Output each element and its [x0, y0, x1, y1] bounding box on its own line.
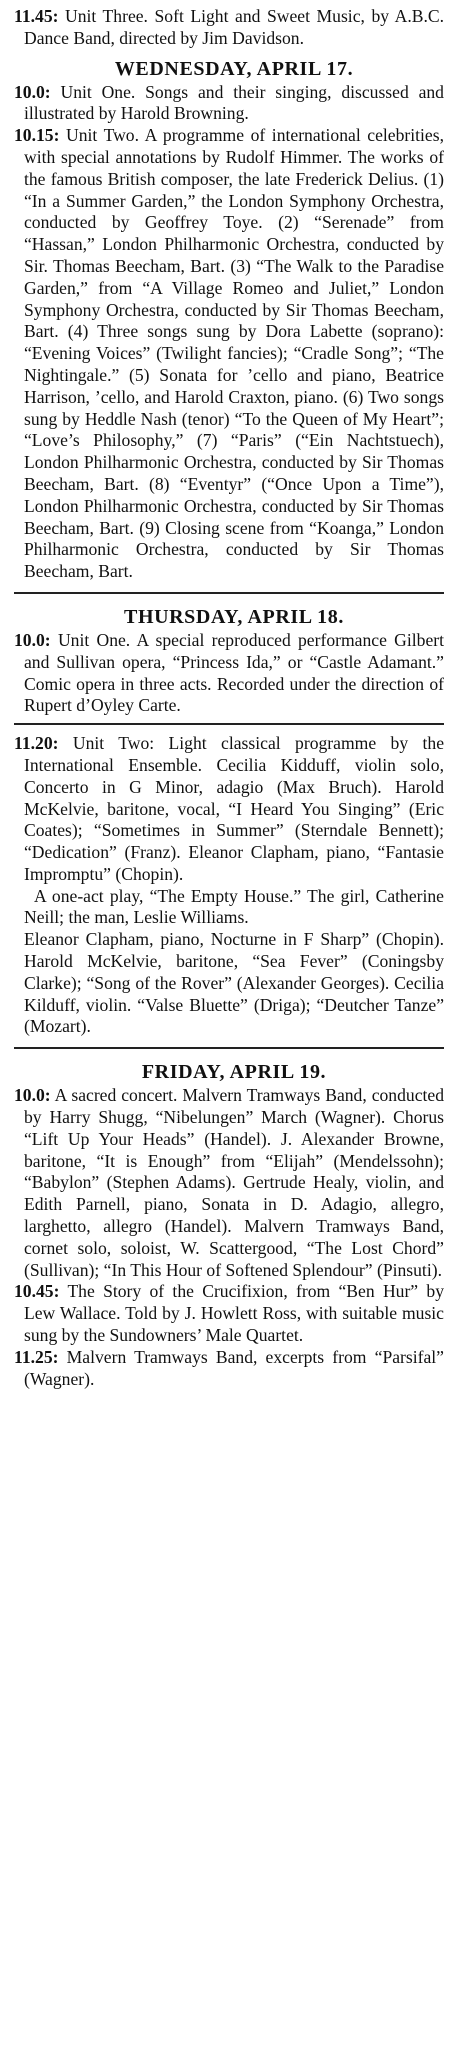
radio-programme-column [0, 6, 456, 2048]
programme-entry [14, 630, 444, 717]
day-heading-wednesday: WEDNESDAY, APRIL 17. [114, 57, 354, 80]
section-divider [14, 723, 444, 725]
programme-entry [14, 82, 444, 126]
programme-time: 10.45: [14, 1281, 60, 1302]
programme-description: Unit One. Songs and their singing, discussed and illustrated by Harold Browning. [24, 81, 444, 124]
programme-description: A sacred concert. Malvern Tramways Band, conducted by Harry Shugg, “Nibelungen” March (Wagner). Chorus “Lift Up Your Heads” (Handel). J. Alexander Browne, baritone, “It is Enough” from “Elijah” (Mendelssohn); “Babylon” (Stephen Adams). Gertrude Healy, violin, and Edith Parnell, piano, Sonata in D. Adagio, allegro, larghetto, allegro (Handel). Malvern Tramways Band, cornet solo, soloist, W. Scattergood, “The Lost Chord” (Sullivan); “In This Hour of Softened Splendour” (Pinsuti). [24, 1085, 444, 1280]
programme-time: 11.45: [14, 6, 59, 26]
programme-time: 10.15: [14, 125, 60, 146]
programme-description: The Story of the Crucifixion, from “Ben Hur” by Lew Wallace. Told by J. Howlett Ross, with suitable music sung by the Sundowners’ Male Quartet. [24, 1281, 444, 1346]
programme-description: Unit Two. A programme of international celebrities, with special annotations by Rudolf Himmer. The works of the famous British composer, the late Frederick Delius. (1) “In a Summer Garden,” the London Symphony Orchestra, conducted by Geoffrey Toye. (2) “Serenade” from “Hassan,” London Philharmonic Orchestra, conducted by Sir. Thomas Beecham, Bart. (3) “The Walk to the Paradise Garden,” from “A Village Romeo and Juliet,” London Symphony Orchestra, conducted by Sir Thomas Beecham, Bart. (4) Three songs sung by Dora Labette (soprano): “Evening Voices” (Twilight fancies); “Cradle Song”; “The Nightingale.” (5) Sonata for ’cello and piano, Beatrice Harrison, ’cello, and Harold Craxton, piano. (6) Two songs sung by Heddle Nash (tenor) “To the Queen of My Heart”; “Love’s Philosophy,” (7) “Paris” (“Ein Nachtstuech), London Philharmonic Orchestra, conducted by Sir Thomas Beecham, Bart. (8) “Eventyr” (“Once Upon a Time”), London Philharmonic Orchestra, conducted by Sir Thomas Beecham, Bart. (9) Closing scene from “Koanga,” London Philharmonic Orchestra, conducted by Sir Thomas Beecham, Bart. [24, 125, 444, 582]
section-divider [14, 592, 444, 594]
programme-time: 11.25: [14, 1346, 59, 1367]
programme-entry [14, 1347, 444, 1391]
programme-paragraph: Eleanor Clapham, piano, Nocturne in F Sharp” (Chopin). Harold McKelvie, baritone, “Sea Fever” (Coningsby Clarke); “Song of the Rover” (Alexander Georges). Cecilia Kilduff, violin. “Valse Bluette” (Driga); “Deutcher Tanze” (Mozart). [24, 929, 444, 1037]
programme-entry [14, 6, 444, 50]
programme-paragraph: A one-act play, “The Empty House.” The girl, Catherine Neill; the man, Leslie Williams. [24, 885, 444, 928]
programme-time: 10.0: [14, 1085, 51, 1106]
programme-time: 10.0: [14, 629, 51, 650]
programme-description: Unit Two: Light classical programme by the International Ensemble. Cecilia Kidduff, violin solo, Concerto in G Minor, adagio (Max Bruch). Harold McKelvie, baritone, vocal, “I Heard You Singing” (Eric Coates); “Sometimes in Summer” (Sterndale Bennett); “Dedication” (Franz). Eleanor Clapham, piano, “Fantasie Impromptu” (Chopin). [24, 733, 445, 884]
programme-entry [14, 733, 444, 886]
programme-time: 11.20: [14, 733, 59, 754]
programme-description: Malvern Tramways Band, excerpts from “Parsifal” (Wagner). [24, 1346, 444, 1389]
programme-description: Unit One. A special reproduced performance Gilbert and Sullivan opera, “Princess Ida,” or “Castle Adamant.” Comic opera in three acts. Recorded under the direction of Rupert d’Oyley Carte. [24, 629, 445, 716]
programme-entry [14, 1281, 444, 1346]
programme-description: Unit Three. Soft Light and Sweet Music, by A.B.C. Dance Band, directed by Jim Davidson. [24, 6, 444, 48]
programme-entry [14, 125, 444, 583]
programme-time: 10.0: [14, 81, 51, 102]
section-divider [14, 1047, 444, 1049]
day-heading-friday: FRIDAY, APRIL 19. [141, 1061, 327, 1084]
day-heading-thursday: THURSDAY, APRIL 18. [124, 605, 344, 628]
programme-entry [14, 1085, 444, 1281]
